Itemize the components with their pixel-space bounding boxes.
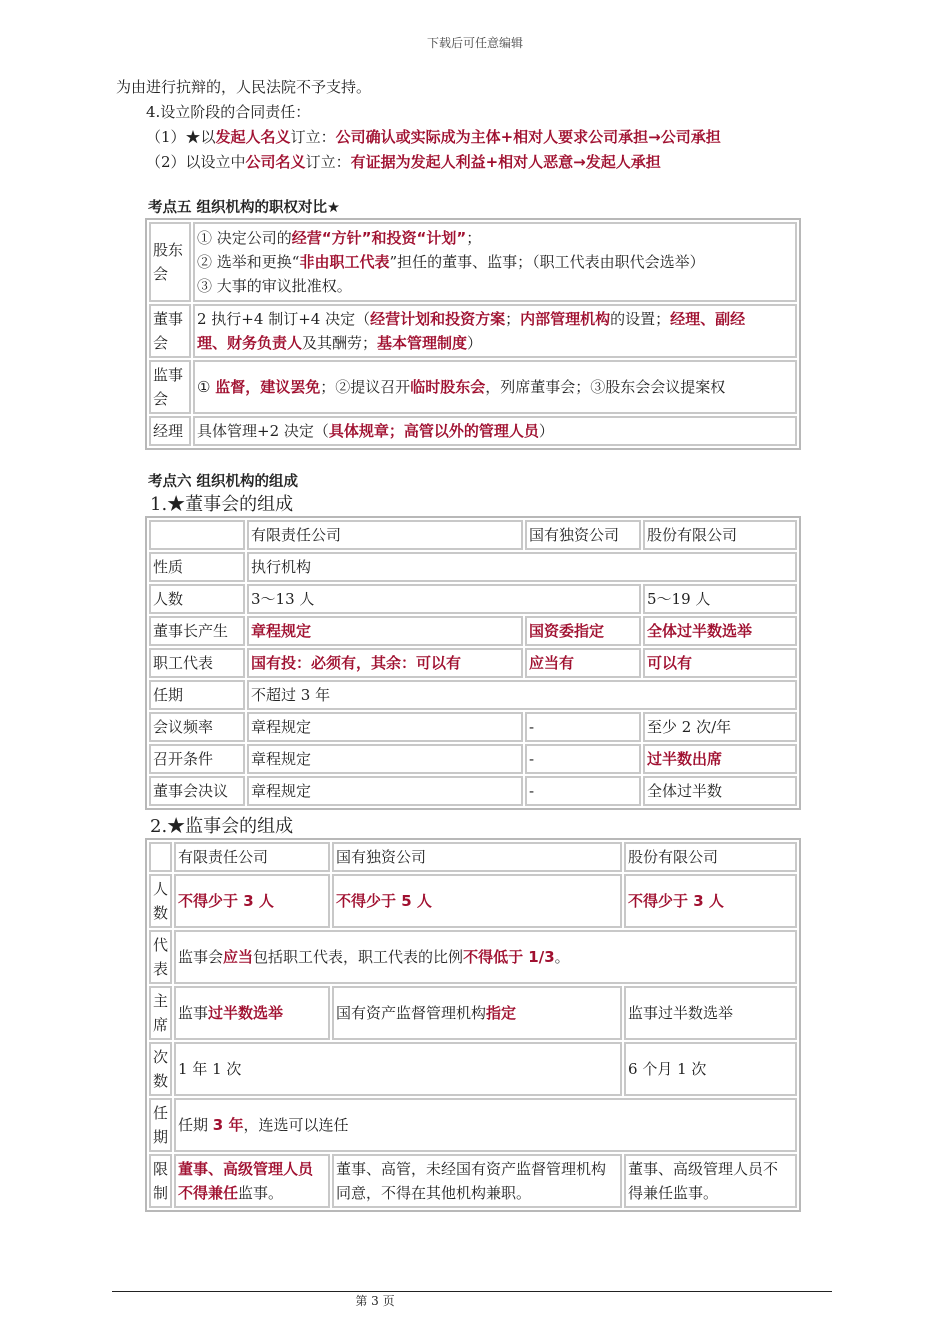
table-cell: 监事过半数选举: [624, 986, 797, 1040]
row-label: 职工代表: [149, 648, 245, 678]
text: 监事会: [178, 948, 224, 966]
text: （2）以设立中: [146, 153, 246, 171]
header-cell: [149, 520, 245, 550]
row-label: 召开条件: [149, 744, 245, 774]
table-cell: 可以有: [643, 648, 797, 678]
text: ）: [467, 334, 483, 352]
row-label: 次数: [149, 1042, 172, 1096]
table-cell: -: [525, 776, 641, 806]
table-cell: 全体过半数选举: [643, 616, 797, 646]
table-cell: [174, 930, 797, 984]
row-label: 会议频率: [149, 712, 245, 742]
table-cell: -: [525, 744, 641, 774]
table-row: [149, 584, 797, 614]
table-cell: 过半数出席: [643, 744, 797, 774]
table-row: [149, 1154, 797, 1208]
text: ①: [197, 378, 216, 396]
table-row: [149, 680, 797, 710]
page-header: 下载后可任意编辑: [426, 36, 523, 50]
text: 的设置；: [610, 310, 671, 328]
header-cell: 股份有限公司: [624, 842, 797, 872]
text: ；: [505, 310, 521, 328]
table-cell: 3～13 人: [247, 584, 641, 614]
table-row: [149, 304, 797, 358]
row-label: 任期: [149, 680, 245, 710]
table-row: [149, 712, 797, 742]
header-cell: 国有独资公司: [332, 842, 622, 872]
header-cell: [149, 842, 172, 872]
highlight: 不得兼任: [178, 1184, 239, 1202]
row-label: 主席: [149, 986, 172, 1040]
text: 订立：: [290, 128, 336, 146]
highlight: 过半数选举: [208, 1004, 284, 1022]
board-table: [145, 516, 801, 810]
table-cell: 不得少于 3 人: [624, 874, 797, 928]
table-cell: [174, 986, 330, 1040]
powers-table: [145, 218, 801, 450]
intro-line-3: [146, 151, 661, 173]
section6-title: 考点六 组织机构的组成: [148, 474, 299, 490]
text: ② 选举和更换“: [197, 253, 300, 271]
table-row: [149, 842, 797, 872]
table-row: [149, 930, 797, 984]
intro-line-1: 4.设立阶段的合同责任：: [146, 103, 311, 121]
table-cell: 国资委指定: [525, 616, 641, 646]
header-cell: 有限责任公司: [247, 520, 523, 550]
highlight: 经理、副经: [670, 310, 746, 328]
table-cell: 不得少于 5 人: [332, 874, 622, 928]
highlight: 监督，建议罢免: [215, 378, 321, 396]
cell-shareholders: [193, 222, 797, 302]
text: 具体管理+2 决定（: [197, 422, 329, 440]
highlight: 不得低于 1/3: [463, 948, 555, 966]
table-row: [149, 520, 797, 550]
table-cell: 不超过 3 年: [247, 680, 797, 710]
highlight: 经营“方针”和投资“计划”: [291, 229, 467, 247]
table-cell: 章程规定: [247, 616, 523, 646]
highlight: 具体规章；高管以外的管理人员: [328, 422, 539, 440]
table-row: [149, 616, 797, 646]
highlight: 经营计划和投资方案: [370, 310, 506, 328]
row-head-supervisors: 监事会: [149, 360, 191, 414]
text: 监事。: [238, 1184, 284, 1202]
row-head-board: 董事会: [149, 304, 191, 358]
table-cell: 6 个月 1 次: [624, 1042, 797, 1096]
table-cell: 章程规定: [247, 744, 523, 774]
highlight: 发起人名义: [215, 128, 291, 146]
text: ，连选可以连任: [243, 1116, 349, 1134]
text: 包括职工代表，职工代表的比例: [253, 948, 464, 966]
text: ）: [538, 422, 554, 440]
highlight: 内部管理机构: [520, 310, 611, 328]
header-cell: 股份有限公司: [643, 520, 797, 550]
table-cell: [174, 1154, 330, 1208]
intro-line-0: 为由进行抗辩的，人民法院不予支持。: [116, 78, 372, 96]
row-label: 人数: [149, 874, 172, 928]
highlight: 有证据为发起人利益+相对人恶意→发起人承担: [350, 153, 661, 171]
supervisors-table: [145, 838, 801, 1212]
board-subtitle: 1.★董事会的组成: [150, 494, 294, 515]
text: ；②提议召开: [320, 378, 411, 396]
row-label: 董事会决议: [149, 776, 245, 806]
table-row: [149, 360, 797, 414]
table-cell: 5～19 人: [643, 584, 797, 614]
row-label: 董事长产生: [149, 616, 245, 646]
table-cell: 至少 2 次/年: [643, 712, 797, 742]
text: ；: [466, 229, 482, 247]
row-label: 人数: [149, 584, 245, 614]
row-label: 性质: [149, 552, 245, 582]
text: 。: [554, 948, 570, 966]
table-cell: 应当有: [525, 648, 641, 678]
text: ，列席董事会；③股东会会议提案权: [485, 378, 726, 396]
highlight: 公司确认或实际成为主体+相对人要求公司承担→公司承担: [335, 128, 721, 146]
row-head-manager: 经理: [149, 416, 191, 446]
highlight: 应当: [223, 948, 254, 966]
highlight: 公司名义: [245, 153, 306, 171]
row-label: 代表: [149, 930, 172, 984]
table-row: [149, 552, 797, 582]
table-row: [149, 416, 797, 446]
highlight: 基本管理制度: [377, 334, 468, 352]
table-cell: -: [525, 712, 641, 742]
highlight: 理、财务负责人: [197, 334, 303, 352]
cell-supervisors: [193, 360, 797, 414]
row-label: 任期: [149, 1098, 172, 1152]
supervisors-subtitle: 2.★监事会的组成: [150, 816, 294, 837]
table-row: [149, 1042, 797, 1096]
text: 任期: [178, 1116, 213, 1134]
table-cell: 章程规定: [247, 776, 523, 806]
table-cell: 不得少于 3 人: [174, 874, 330, 928]
table-row: [149, 648, 797, 678]
cell-manager: [193, 416, 797, 446]
highlight: 指定: [486, 1004, 517, 1022]
highlight: 董事、高级管理人员: [178, 1160, 314, 1178]
header-cell: 有限责任公司: [174, 842, 330, 872]
table-cell: [332, 986, 622, 1040]
text: 监事: [178, 1004, 209, 1022]
table-cell: [174, 1098, 797, 1152]
text: ① 决定公司的: [197, 229, 292, 247]
table-row: [149, 986, 797, 1040]
text: ③ 大事的审议批准权。: [197, 277, 352, 295]
table-cell: 全体过半数: [643, 776, 797, 806]
table-cell: 章程规定: [247, 712, 523, 742]
table-cell: 董事、高级管理人员不得兼任监事。: [624, 1154, 797, 1208]
table-cell: 董事、高管，未经国有资产监督管理机构同意，不得在其他机构兼职。: [332, 1154, 622, 1208]
text: ”担任的董事、监事；（职工代表由职代会选举）: [389, 253, 705, 271]
text: 国有资产监督管理机构: [336, 1004, 487, 1022]
text: （1）★以: [146, 128, 216, 146]
table-row: [149, 222, 797, 302]
cell-board: [193, 304, 797, 358]
page-number: 第 3 页: [355, 1294, 395, 1308]
row-label: 限制: [149, 1154, 172, 1208]
intro-line-2: [146, 126, 721, 148]
table-row: [149, 1098, 797, 1152]
text: 订立：: [305, 153, 351, 171]
highlight: 3 年: [212, 1116, 244, 1134]
table-row: [149, 776, 797, 806]
table-cell: 国有投：必须有，其余：可以有: [247, 648, 523, 678]
table-cell: 1 年 1 次: [174, 1042, 622, 1096]
section5-title: 考点五 组织机构的职权对比★: [148, 200, 341, 216]
highlight: 临时股东会: [410, 378, 486, 396]
text: 2 执行+4 制订+4 决定（: [197, 310, 371, 328]
highlight: 非由职工代表: [299, 253, 390, 271]
header-cell: 国有独资公司: [525, 520, 641, 550]
row-head-shareholders: 股东会: [149, 222, 191, 302]
table-cell: 执行机构: [247, 552, 797, 582]
table-row: [149, 744, 797, 774]
text: 及其酬劳；: [302, 334, 378, 352]
table-row: [149, 874, 797, 928]
